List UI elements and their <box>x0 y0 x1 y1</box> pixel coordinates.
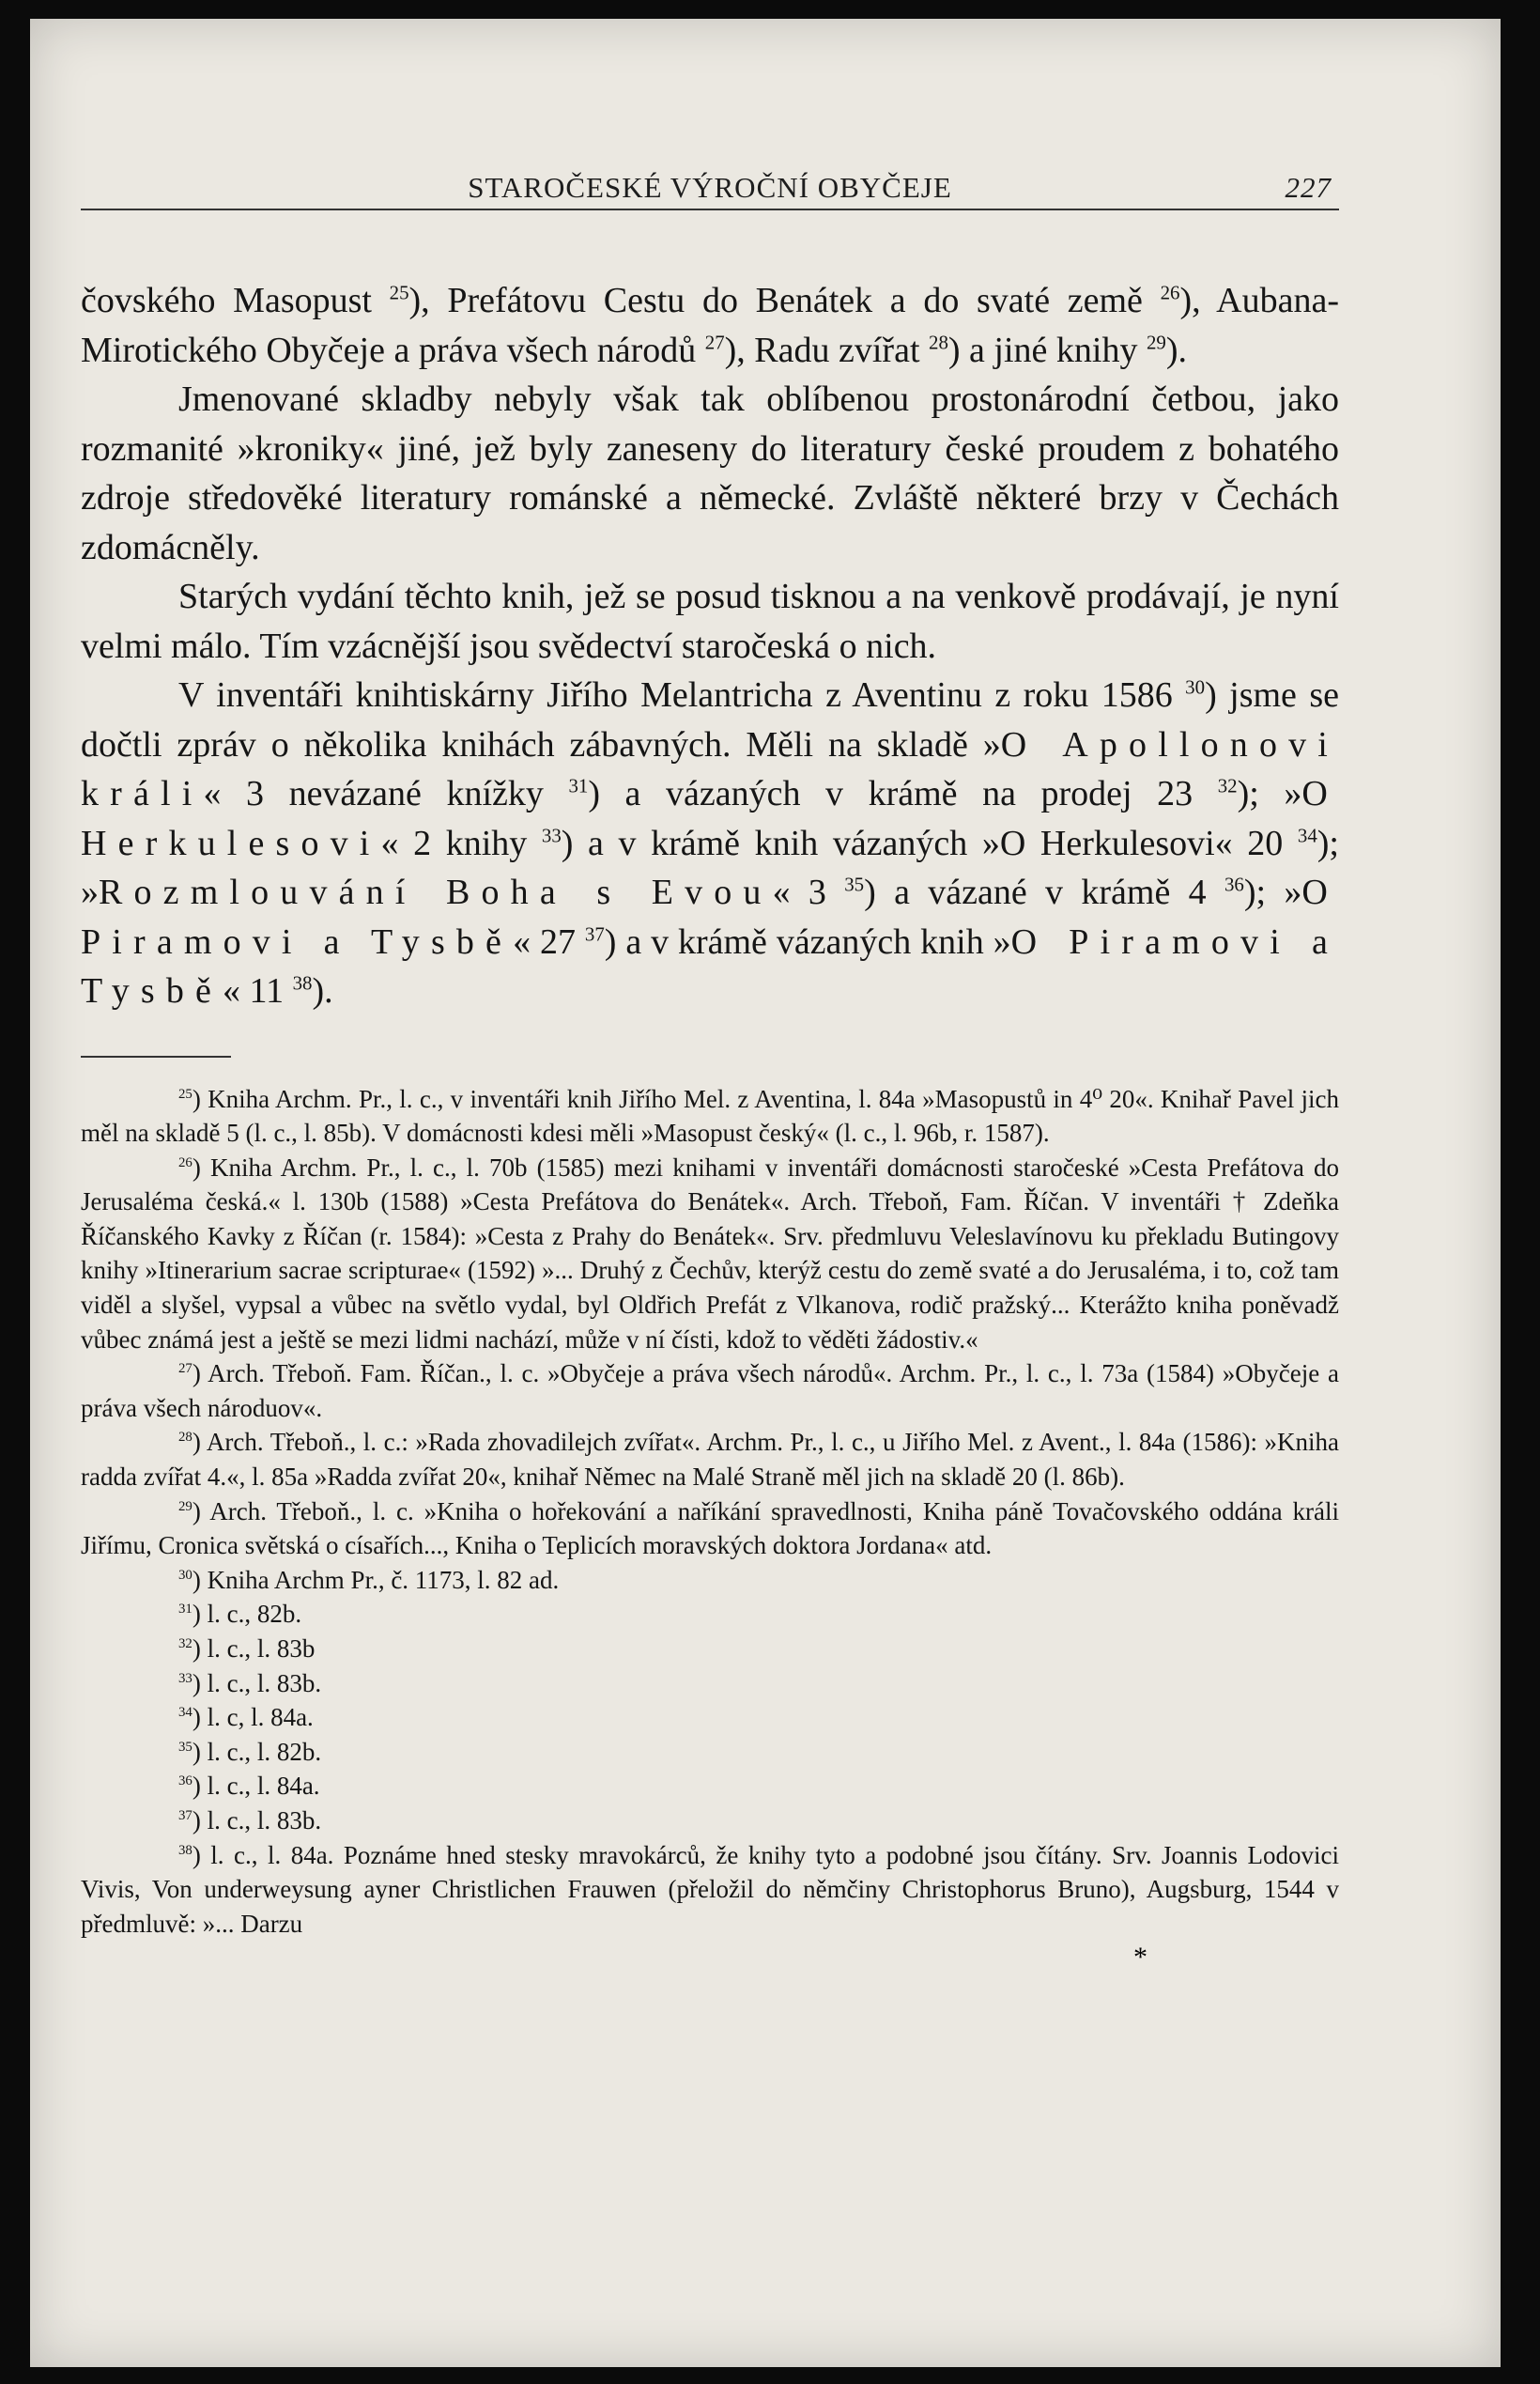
footnote-number: 25 <box>178 1086 192 1102</box>
footnote-ref: 34 <box>1297 823 1317 846</box>
running-title: STAROČESKÉ VÝROČNÍ OBYČEJE <box>468 171 952 204</box>
footnote: $^{35}$) l. c., l. 82b. <box>178 1737 322 1766</box>
footnote: $^{28}$) Arch. Třeboň., l. c.: »Rada zhovadilejch zvířat«. Archm. Pr., l. c., u Jiřího Mel. z Avent., l. 84a (1586): »Kniha radda zvířat 4.«, l. 85a »Radda zvířat 20«, knihař Němec na Malé Straně měl jich na skladě 20 (l. 86b). <box>81 1428 1339 1492</box>
footnote: $^{37}$) l. c., l. 83b. <box>178 1805 322 1834</box>
footnote: $^{38}$) l. c., l. 84a. Poznáme hned stesky mravokárců, že knihy tyto a podobné jsou čítány. Srv. Joannis Lodovici Vivis, Von underweysung ayner Christlichen Frauwen (přeložil do němčiny Christophorus Bruno), Augsburg, 1544 v předmluvě: »... Darzu <box>81 1840 1339 1938</box>
footnote-ref: 32 <box>1217 774 1238 797</box>
footnote: $^{31}$) l. c., 82b. <box>178 1600 302 1629</box>
paragraph-3: Starých vydání těchto knih, jež se posud tisknou a na venkově prodávají, je nyní velmi málo. Tím vzácnější jsou svědectví staročeská o nich. <box>81 577 1339 666</box>
footnote-divider <box>81 1056 231 1058</box>
footnote-number: 29 <box>178 1498 192 1514</box>
footnote-ref: 35 <box>844 873 865 896</box>
footnote-ref: 26 <box>1160 281 1180 304</box>
footnote: $^{29}$) Arch. Třeboň., l. c. »Kniha o hořekování a naříkání spravedlnosti, Kniha páně Tovačovského oddána králi Jiřímu, Cronica světská o císařích..., Kniha o Teplicích moravských doktora Jordana« atd. <box>81 1496 1339 1560</box>
footnote: $^{34}$) l. c, l. 84a. <box>178 1703 314 1732</box>
footnote-ref: 30 <box>1185 675 1206 699</box>
footnote-number: 26 <box>178 1154 192 1170</box>
footnote: $^{33}$) l. c., l. 83b. <box>178 1668 322 1697</box>
footnote-number: 34 <box>178 1705 192 1721</box>
footnote-ref: 31 <box>568 774 589 797</box>
footnote: $^{36}$) l. c., l. 84a. <box>178 1772 320 1801</box>
footnotes <box>81 1082 1339 1942</box>
footnote-number: 36 <box>178 1773 192 1789</box>
paragraph-2: Jmenované skladby nebyly však tak oblíbenou prostonárodní četbou, jako rozmanité »kroniky« jiné, jež byly zaneseny do literatury české proudem z bohatého zdroje středověké literatury románské a německé. Zvláště některé brzy v Čechách zdomácněly. <box>81 379 1339 567</box>
footnote-number: 31 <box>178 1602 192 1618</box>
footnote-number: 28 <box>178 1430 192 1446</box>
footnote-number: 38 <box>178 1842 192 1858</box>
footnote: $^{25}$) Kniha Archm. Pr., l. c., v inventáři knih Jiřího Mel. z Aventina, l. 84a »Masopustů in 4⁰ 20«. Knihař Pavel jich měl na skladě 5 (l. c., l. 85b). V domácnosti kdesi měli »Masopust český« (l. c., l. 96b, r. 1587). <box>81 1084 1339 1148</box>
book-page <box>30 19 1501 2367</box>
spaced-title: O Piramovi a Tysbě <box>81 921 1339 1011</box>
footnote-ref: 25 <box>389 281 409 304</box>
footnote-ref: 27 <box>704 330 725 353</box>
footnote-ref: 36 <box>1224 873 1244 896</box>
page-header <box>81 156 1339 210</box>
spaced-title: O Piramovi a Tysbě <box>81 873 1339 962</box>
footnote-number: 32 <box>178 1636 192 1651</box>
footnote-ref: 33 <box>541 823 562 846</box>
footnote: $^{32}$) l. c., l. 83b <box>178 1634 316 1663</box>
signature-mark: * <box>1133 1942 1147 1974</box>
footnote-number: 37 <box>178 1807 192 1823</box>
paragraph-4: V inventáři knihtiskárny Jiřího Melantricha z Aventinu z roku 1586 $^{30}$) jsme se dočtli zpráv o několika knihách zábavných. Měli na skladě »O Apollonovi králi« 3 nevázané knížky $^{31}$) a vázaných v krámě na prodej 23 $^{32}$); »O Herkulesovi« 2 knihy $^{33}$) a v krámě knih vázaných »O Herkulesovi« 20 $^{34}$); »Rozmlouvání Boha s Evou« 3 $^{35}$) a vázané v krámě 4 $^{36}$); »O Piramovi a Tysbě« 27 $^{37}$) a v krámě vázaných knih »O Piramovi a Tysbě« 11 $^{38}$). <box>81 675 1340 1011</box>
page-content <box>81 156 1339 1974</box>
footnote-number: 35 <box>178 1739 192 1755</box>
footnote-ref: 29 <box>1146 330 1166 353</box>
footnote-ref: 28 <box>929 330 948 353</box>
footnote-ref: 38 <box>292 971 313 995</box>
main-text <box>81 276 1339 1016</box>
spaced-title: O Herkulesovi <box>81 774 1339 863</box>
paragraph-1: čovského Masopust $^{25}$), Prefátovu Cestu do Benátek a do svaté země $^{26}$), Aubana-Mirotického Obyčeje a práva všech národů $^{27}$), Radu zvířat $^{28}$) a jiné knihy $^{29}$). <box>81 281 1340 370</box>
footnote-number: 33 <box>178 1670 192 1686</box>
footnote-ref: 37 <box>584 921 605 945</box>
footnote: $^{27}$) Arch. Třeboň. Fam. Říčan., l. c. »Obyčeje a práva všech národů«. Archm. Pr., l. c., l. 73a (1584) »Obyčeje a práva všech národuov«. <box>81 1359 1339 1422</box>
page-number: 227 <box>1285 171 1332 204</box>
spaced-title: O Apollonovi králi <box>81 724 1339 813</box>
footnote: $^{30}$) Kniha Archm Pr., č. 1173, l. 82 ad. <box>178 1565 560 1594</box>
spaced-title: Rozmlouvání Boha s Evou <box>99 873 773 912</box>
footnote: $^{26}$) Kniha Archm. Pr., l. c., l. 70b (1585) mezi knihami v inventáři domácnosti staročeské »Cesta Prefátova do Jerusaléma česká.« l. 130b (1588) »Cesta Prefátova do Benátek«. Arch. Třeboň, Fam. Říčan. V inventáři † Zdeňka Říčanského Kavky z Říčan (r. 1584): »Cesta z Prahy do Benátek«. Srv. předmluvu Veleslavínovu ku překladu Butingovy knihy »Itinerarium sacrae scripturae« (1592) »... Druhý z Čechův, kterýž cestu do země svaté a do Jerusaléma, i to, což tam viděl a slyšel, vypsal a vůbec na světlo vydal, byl Oldřich Prefát z Vlkanova, rodič pražský... Kterážto kniha poněvadž vůbec známá jest a ještě se mezi lidmi nachází, může v ní čísti, kdož to věděti žádostiv.« <box>81 1153 1339 1354</box>
footnote-number: 30 <box>178 1567 192 1583</box>
footnote-number: 27 <box>178 1361 192 1377</box>
